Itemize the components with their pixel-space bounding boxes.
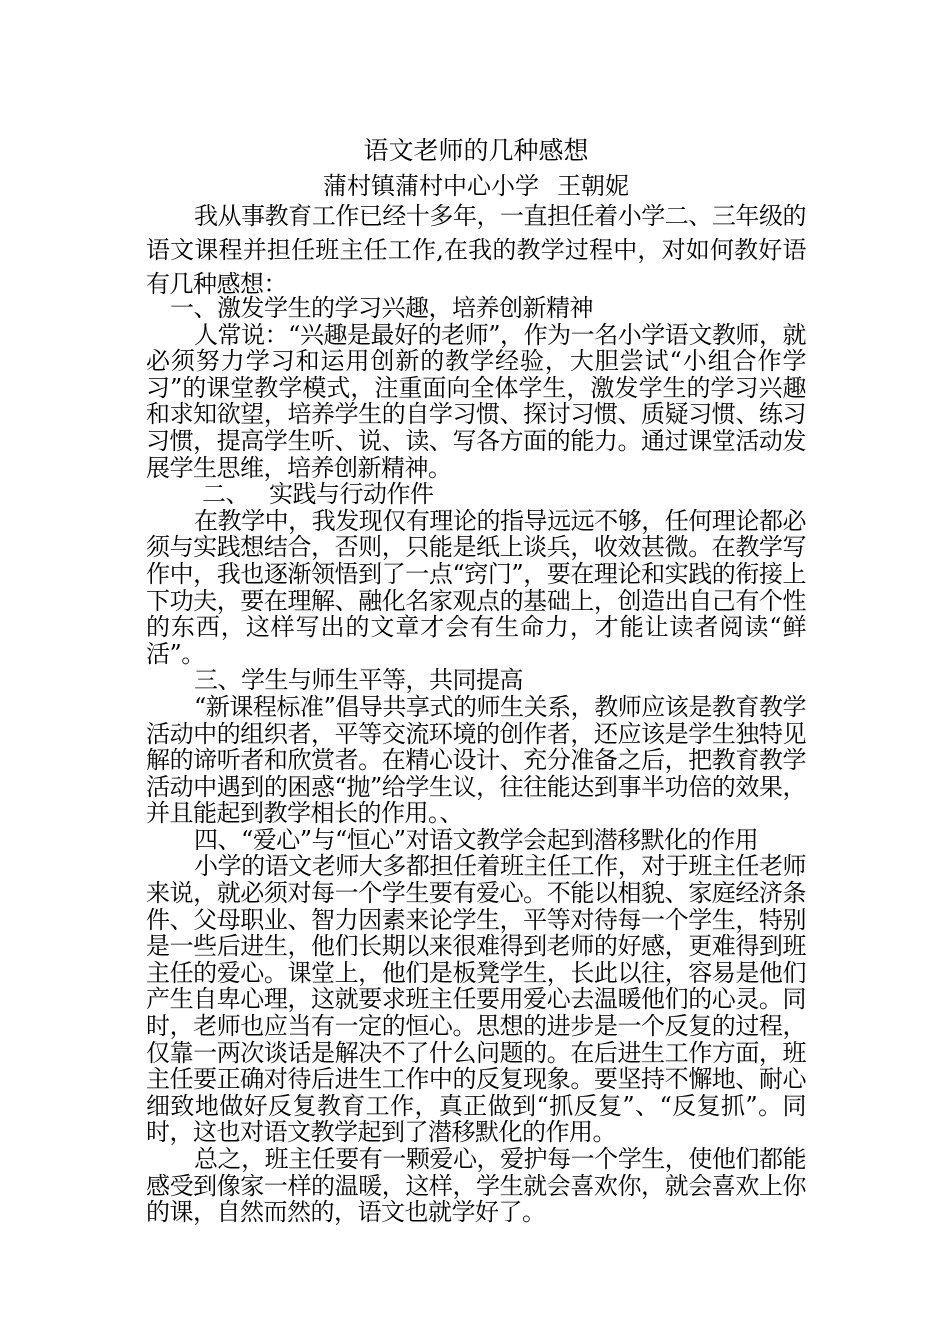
section-3-paragraph: “新课程标准”倡导共享式的师生关系，教师应该是教育教学活动中的组织者，平等交流环境的创作者，还应该是学生独特见解的谛听者和欣赏者。在精心设计、充分准备之后，把教育教学活动中遇到的困惑“抛”给学生议，往往能达到事半功倍的效果，并且能起到教学相长的作用。、 [146,692,806,828]
section-4-heading: 四、“爱心”与“恒心”对语文教学会起到潜移默化的作用 [194,825,759,854]
section-2-heading-number: 二、 [202,480,249,509]
author-line [146,171,806,201]
section-2-heading-text: 实践与行动作件 [269,480,434,509]
section-1-paragraph: 人常说：“兴趣是最好的老师”，作为一名小学语文教师，就必须努力学习和运用创新的教学经验，大胆尝试“小组合作学习”的课堂教学模式，注重面向全体学生，激发学生的学习兴趣和求知欲望，培养学生的自学习惯、探讨习惯、质疑习惯、练习习惯，提高学生听、说、读、写各方面的能力。通过课堂活动发展学生思维，培养创新精神。 [146,320,806,482]
document-title: 语文老师的几种感想 [363,136,589,165]
main-content [146,295,806,1226]
section-2-paragraph: 在教学中，我发现仅有理论的指导远远不够，任何理论都必须与实践想结合，否则，只能是纸上谈兵，收效甚微。在教学写作中，我也逐渐领悟到了一点“窍门”，要在理论和实践的衔接上下功夫，要在理解、融化名家观点的基础上，创造出自己有个性的东西，这样写出的文章才会有生命力，才能让读者阅读“鲜活”。 [146,506,806,668]
section-3-heading: 三、学生与师生平等，共同提高 [194,666,523,695]
author-name: 王朝妮 [557,172,629,200]
intro-block [146,199,806,301]
section-1-heading: 一、激发学生的学习兴趣，培养创新精神 [170,294,593,322]
section-4-paragraph: 小学的语文老师大多都担任着班主任工作，对于班主任老师来说，就必须对每一个学生要有爱心。不能以相貌、家庭经济条件、父母职业、智力因素来论学生，平等对待每一个学生，特别是一些后进生，他们长期以来很难得到老师的好感，更难得到班主任的爱心。课堂上，他们是板凳学生，长此以往，容易是他们产生自卑心理，这就要求班主任要用爱心去温暖他们的心灵。同时，老师也应当有一定的恒心。思想的进步是一个反复的过程，仅靠一两次谈话是解决不了什么问题的。在后进生工作方面，班主任要正确对待后进生工作中的反复现象。要坚持不懈地、耐心细致地做好反复教育工作，真正做到“抓反复”、“反复抓”。同时，这也对语文教学起到了潜移默化的作用。 [146,852,806,1147]
section-2-heading [146,481,806,508]
author-school: 蒲村镇蒲村中心小学 [323,172,539,200]
intro-paragraph: 我从事教育工作已经十多年，一直担任着小学二、三年级的语文课程并担任班主任工作,在我的教学过程中，对如何教好语有几种感想： [146,202,806,298]
conclusion-paragraph: 总之，班主任要有一颗爱心，爱护每一个学生，使他们都能感受到像家一样的温暖，这样，学生就会喜欢你，就会喜欢上你的课，自然而然的，语文也就学好了。 [146,1145,806,1227]
